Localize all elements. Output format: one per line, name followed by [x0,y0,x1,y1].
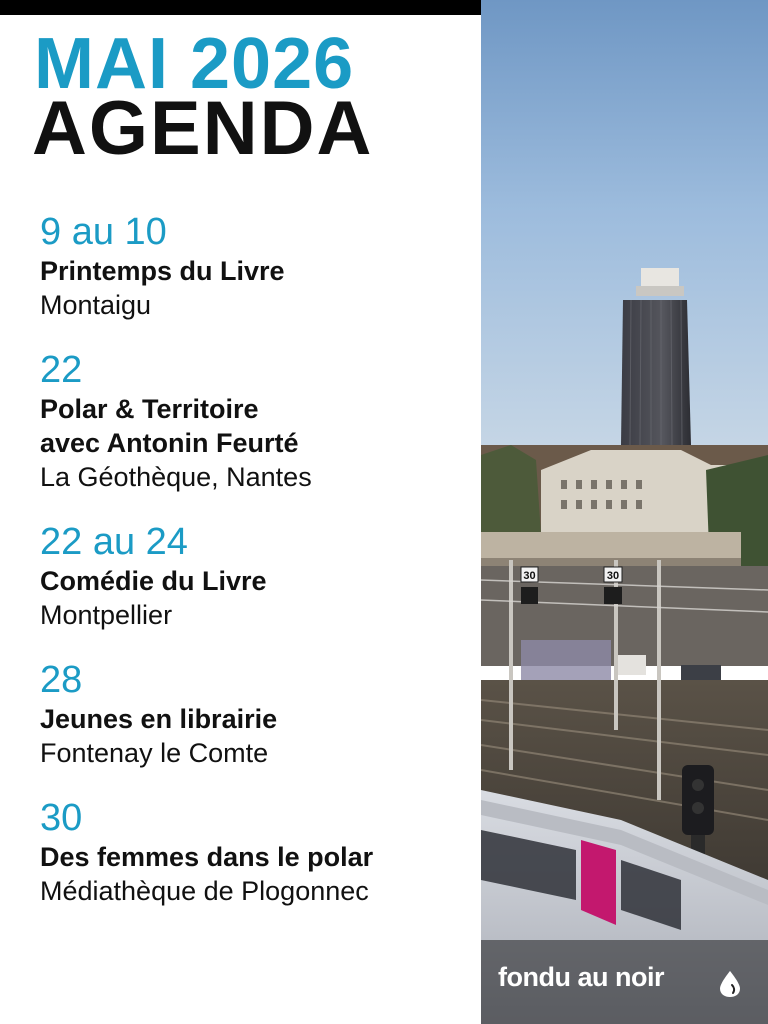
event-title: Des femmes dans le polar [40,842,374,872]
brand-logo: fondu au noir [498,962,664,992]
event-place: Montaigu [40,290,152,320]
event-place: Montpellier [40,600,173,630]
drop-icon [718,970,742,998]
event-place: La Géothèque, Nantes [40,462,312,492]
event-item [40,796,470,908]
event-item [40,658,470,770]
title-agenda: AGENDA [32,86,374,171]
event-date: 28 [40,659,83,701]
event-date: 22 [40,349,83,391]
signal-sign: 30 [606,570,620,582]
event-title: Polar & Territoire avec Antonin Feurté [40,394,299,458]
event-place: Médiathèque de Plogonnec [40,876,369,906]
event-title: Jeunes en librairie [40,704,278,734]
signal-sign: 30 [523,570,536,582]
event-date: 9 au 10 [40,211,167,253]
event-date: 22 au 24 [40,521,188,563]
event-item [40,210,470,322]
city-photo [481,0,768,1024]
title-month: MAI 2026 [34,24,355,104]
event-item [40,520,470,632]
event-item [40,348,470,494]
event-title: Printemps du Livre [40,256,285,286]
event-date: 30 [40,797,83,839]
event-list [40,210,470,934]
event-title: Comédie du Livre [40,566,267,596]
event-place: Fontenay le Comte [40,738,269,768]
